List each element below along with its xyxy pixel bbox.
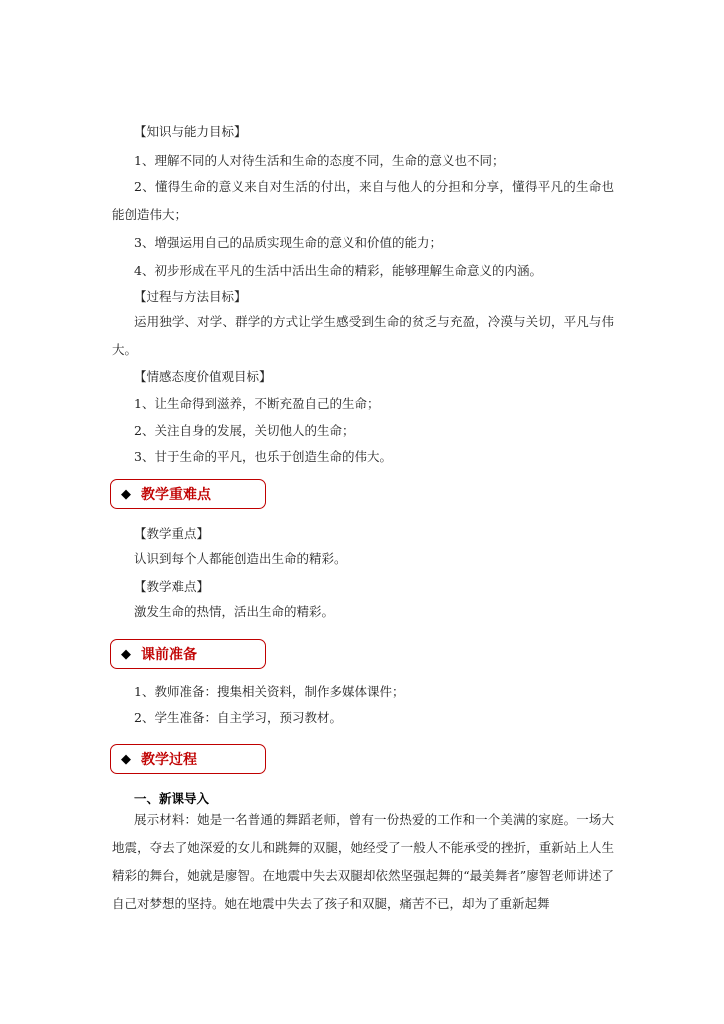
diamond-icon: ◆ xyxy=(121,751,131,767)
section-title: 教学重难点 xyxy=(141,487,211,503)
knowledge-item-4: 4、初步形成在平凡的生活中活出生命的精彩，能够理解生命意义的内涵。 xyxy=(134,263,542,278)
section-header-key-points xyxy=(110,479,266,509)
knowledge-item-1: 1、理解不同的人对待生活和生命的态度不同，生命的意义也不同； xyxy=(134,153,505,168)
section-title: 课前准备 xyxy=(141,647,197,663)
process-goal-header: 【过程与方法目标】 xyxy=(134,289,247,304)
emotion-item-1: 1、让生命得到滋养，不断充盈自己的生命； xyxy=(134,396,380,411)
knowledge-item-3: 3、增强运用自己的品质实现生命的意义和价值的能力； xyxy=(134,235,442,250)
focus-text: 认识到每个人都能创造出生命的精彩。 xyxy=(134,551,347,566)
prep-item-2: 2、学生准备：自主学习，预习教材。 xyxy=(134,710,342,725)
process-goal-text: 运用独学、对学、群学的方式让学生感受到生命的贫乏与充盈，冷漠与关切，平凡与伟大。 xyxy=(112,314,614,357)
knowledge-goal-header: 【知识与能力目标】 xyxy=(134,124,247,139)
section-header-preparation xyxy=(110,639,266,669)
emotion-goal-header: 【情感态度价值观目标】 xyxy=(134,369,272,384)
lesson-intro-subhead: 一、新课导入 xyxy=(134,791,210,806)
prep-item-1: 1、教师准备：搜集相关资料，制作多媒体课件； xyxy=(134,684,405,699)
section-title: 教学过程 xyxy=(141,752,197,768)
emotion-item-3: 3、甘于生命的平凡，也乐于创造生命的伟大。 xyxy=(134,449,392,464)
knowledge-item-2: 2、懂得生命的意义来自对生活的付出，来自与他人的分担和分享，懂得平凡的生命也能创造伟大； xyxy=(112,179,614,222)
diamond-icon: ◆ xyxy=(121,646,131,662)
lesson-intro-paragraph: 展示材料：她是一名普通的舞蹈老师，曾有一份热爱的工作和一个美满的家庭。一场大地震，夺去了她深爱的女儿和跳舞的双腿，她经受了一般人不能承受的挫折，重新站上人生精彩的舞台，她就是廖智。在地震中失去双腿却依然坚强起舞的“最美舞者”廖智老师讲述了自己对梦想的坚持。她在地震中失去了孩子和双腿，痛苦不已，却为了重新起舞 xyxy=(112,812,614,911)
section-header-process xyxy=(110,744,266,774)
diamond-icon: ◆ xyxy=(121,486,131,502)
difficulty-header: 【教学难点】 xyxy=(134,579,210,594)
focus-header: 【教学重点】 xyxy=(134,526,210,541)
difficulty-text: 激发生命的热情，活出生命的精彩。 xyxy=(134,604,335,619)
emotion-item-2: 2、关注自身的发展，关切他人的生命； xyxy=(134,423,355,438)
